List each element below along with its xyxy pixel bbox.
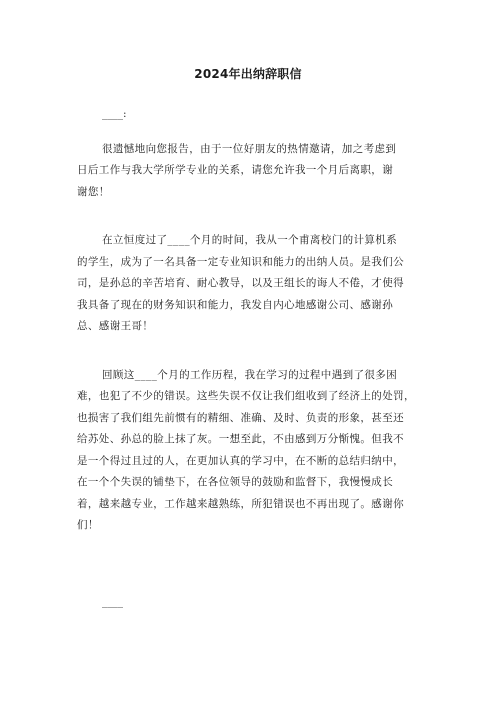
paragraph-2-line-2: 的学生，成为了一名具备一定专业知识和能力的出纳人员。是我们公 [77,256,404,268]
paragraph-3-line-2: 难，也犯了不少的错误。这些失误不仅让我们组收到了经济上的处罚， [77,390,415,402]
paragraph-3-line-7: 着，越来越专业，工作越来越熟练，所犯错误也不再出现了。感谢你 [77,498,404,510]
paragraph-3-line-1: 回顾这____个月的工作历程，我在学习的过程中遇到了很多困 [102,369,398,381]
paragraph-3-line-4: 给苏处、孙总的脸上抹了灰。一想至此，不由感到万分惭愧。但我不 [77,433,404,445]
paragraph-2-line-3: 司，是孙总的辛苦培育、耐心教导，以及王组长的诲人不倦，才使得 [77,277,404,289]
paragraph-1-line-1: 很遗憾地向您报告，由于一位好朋友的热情邀请，加之考虑到 [102,143,397,155]
paragraph-3-line-8: 们！ [77,519,99,531]
paragraph-2-line-5: 总、感谢王哥！ [77,320,154,332]
paragraph-2-line-1: 在立恒度过了____个月的时间，我从一个甫离校门的计算机系 [102,234,398,246]
paragraph-1-line-2: 日后工作与我大学所学专业的关系，请您允许我一个月后离职，谢 [77,164,394,176]
paragraph-3-line-5: 是一个得过且过的人，在更加认真的学习中，在不断的总结归纳中， [77,455,404,467]
document-title: 2024年出纳辞职信 [194,67,302,81]
paragraph-2-line-4: 我具备了现在的财务知识和能力，我发自内心地感谢公司、感谢孙 [77,299,394,311]
signoff-blank: ____ [102,596,123,608]
salutation: ____: [102,108,127,120]
paragraph-3-line-6: 在一个个失误的铺垫下，在各位领导的鼓励和监督下，我慢慢成长 [77,476,394,488]
paragraph-1-line-3: 谢您！ [77,186,110,198]
paragraph-3-line-3: 也损害了我们组先前惯有的精细、准确、及时、负责的形象，甚至还 [77,412,404,424]
